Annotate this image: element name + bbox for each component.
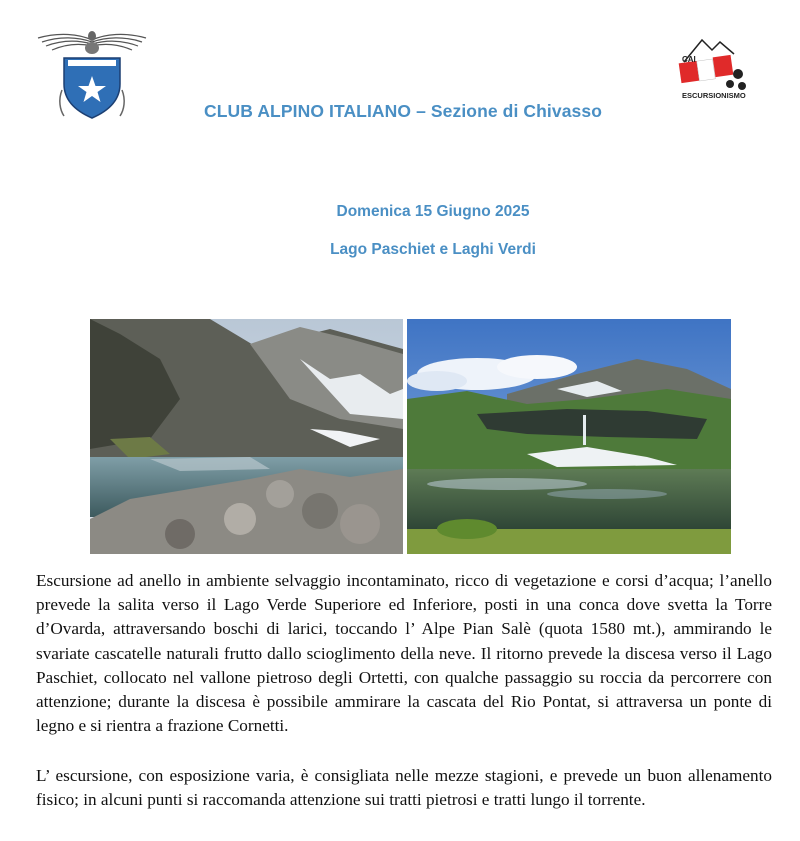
event-date: Domenica 15 Giugno 2025	[336, 203, 530, 220]
mountain-lake-photo-right	[407, 319, 731, 554]
event-place: Lago Paschiet e Laghi Verdi	[330, 241, 536, 258]
description-paragraph-2: L’ escursione, con esposizione varia, è consigliata nelle mezze stagioni, e prevede un buon allenamento fisico; in alcuni punti si raccomanda attenzione sui tratti pietrosi e tratti lungo il torrente.	[36, 766, 772, 810]
svg-text:CAI: CAI	[682, 55, 696, 64]
svg-text:ESCURSIONISMO: ESCURSIONISMO	[682, 91, 746, 100]
description-paragraph-1: Escursione ad anello in ambiente selvaggio incontaminato, ricco di vegetazione e corsi d’acqua; l’anello prevede la salita verso il Lago Verde Superiore ed Inferiore, posti in una conca dove svetta la Torre d’Ovarda, attraversando boschi di larici, toccando l’ Alpe Pian Salè (quota 1580 mt.), ammirando le svariate cascatelle naturali frutto dallo scioglimento della neve. Il ritorno prevede la discesa verso il Lago Paschiet, collocato nel vallone pietroso degli Ortetti, con qualche passaggio su roccia da percorrere con attenzione; durante la discesa è possibile ammirare la cascata del Rio Pontat, si attraversa un ponte di legno e si rientra a frazione Cornetti.	[36, 571, 772, 736]
page-title: CLUB ALPINO ITALIANO – Sezione di Chivasso	[204, 101, 602, 121]
mountain-lake-photo-left	[90, 319, 403, 554]
cai-escursionismo-icon	[672, 34, 756, 110]
